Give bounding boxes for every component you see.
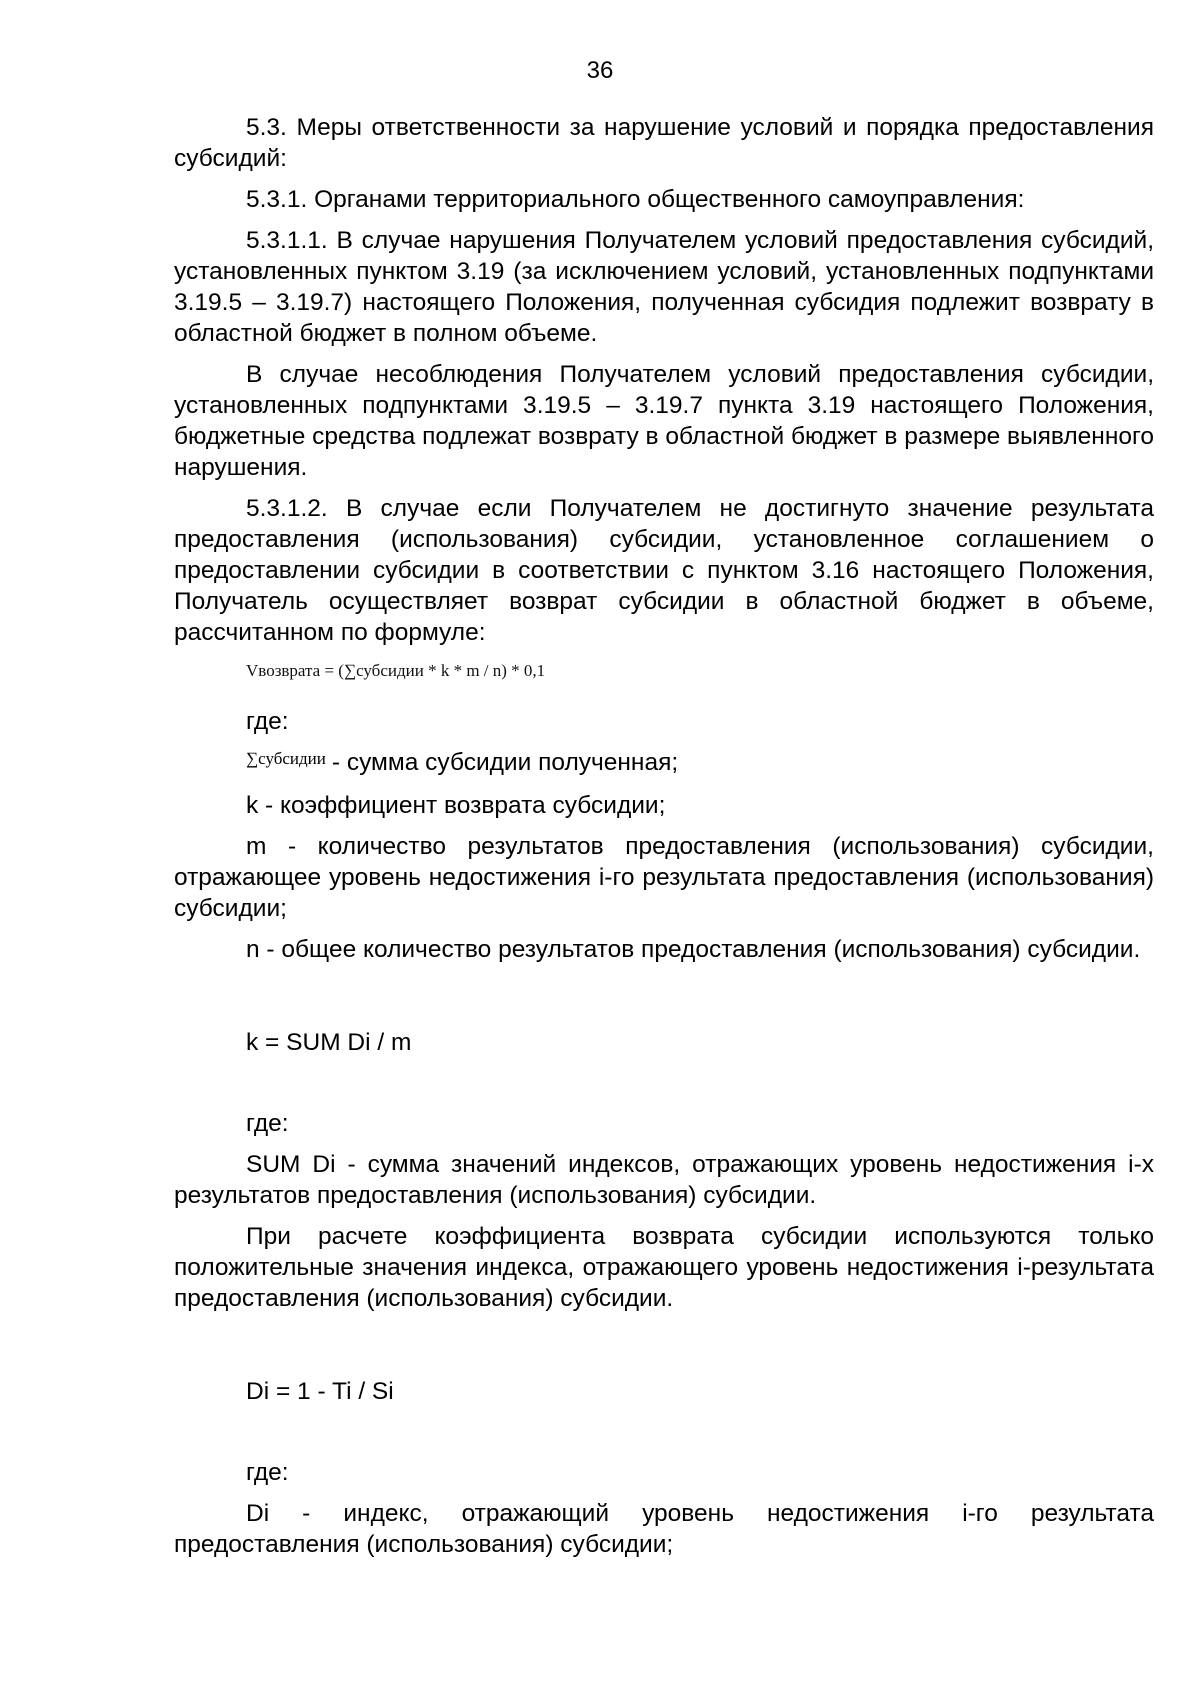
definition-sum-di: SUM Di - сумма значений индексов, отражающих уровень недостижения i-х результатов предоставления (использования) субсидии. (174, 1151, 1154, 1209)
definition-n: n - общее количество результатов предоставления (использования) субсидии. (246, 936, 1141, 963)
paragraph-5-3-1-1: 5.3.1.1. В случае нарушения Получателем условий предоставления субсидий, установленных пунктом 3.19 (за исключением условий, установленных подпунктами 3.19.5 – 3.19.7) настоящего Положения, полученная субсидия подлежит возврату в областной бюджет в полном объеме. (174, 227, 1154, 347)
page-number: 36 (586, 57, 614, 84)
document-body (174, 112, 1154, 1570)
formula-di: Di = 1 - Ti / Si (246, 1378, 394, 1405)
formula-return-volume: Vвозврата = (∑субсидии * k * m / n) * 0,1 (246, 661, 546, 680)
definition-m: m - количество результатов предоставления (использования) субсидии, отражающее уровень недостижения i-го результата предоставления (использования) субсидии; (174, 833, 1154, 922)
where-label-1: где: (246, 708, 289, 735)
where-label-2: где: (246, 1110, 289, 1137)
paragraph-5-3-1: 5.3.1. Органами территориального общественного самоуправления: (246, 186, 1025, 213)
calculation-note: При расчете коэффициента возврата субсидии используются только положительные значения индекса, отражающего уровень недостижения i-результата предоставления (использования) субсидии. (174, 1223, 1154, 1312)
definition-di: Di - индекс, отражающий уровень недостижения i-го результата предоставления (использования) субсидии; (174, 1500, 1154, 1558)
paragraph-5-3: 5.3. Меры ответственности за нарушение условий и порядка предоставления субсидий: (174, 114, 1154, 172)
sum-subsidy-text: - сумма субсидии полученная; (331, 749, 679, 776)
formula-k: k = SUM Di / m (246, 1029, 412, 1056)
definition-sum-subsidy (246, 747, 1154, 780)
paragraph-noncompliance: В случае несоблюдения Получателем условий предоставления субсидии, установленных подпунктами 3.19.5 – 3.19.7 пункта 3.19 настоящего Положения, бюджетные средства подлежат возврату в областной бюджет в размере выявленного нарушения. (174, 361, 1154, 481)
definition-k: k - коэффициент возврата субсидии; (246, 792, 666, 819)
paragraph-5-3-1-2: 5.3.1.2. В случае если Получателем не достигнуто значение результата предоставления (использования) субсидии, установленное соглашением о предоставлении субсидии в соответствии с пунктом 3.16 настоящего Положения, Получатель осуществляет возврат субсидии в областной бюджет в объеме, рассчитанном по формуле: (174, 495, 1154, 646)
sum-subsidy-symbol: ∑субсидии (246, 749, 326, 768)
where-label-3: где: (246, 1459, 289, 1486)
